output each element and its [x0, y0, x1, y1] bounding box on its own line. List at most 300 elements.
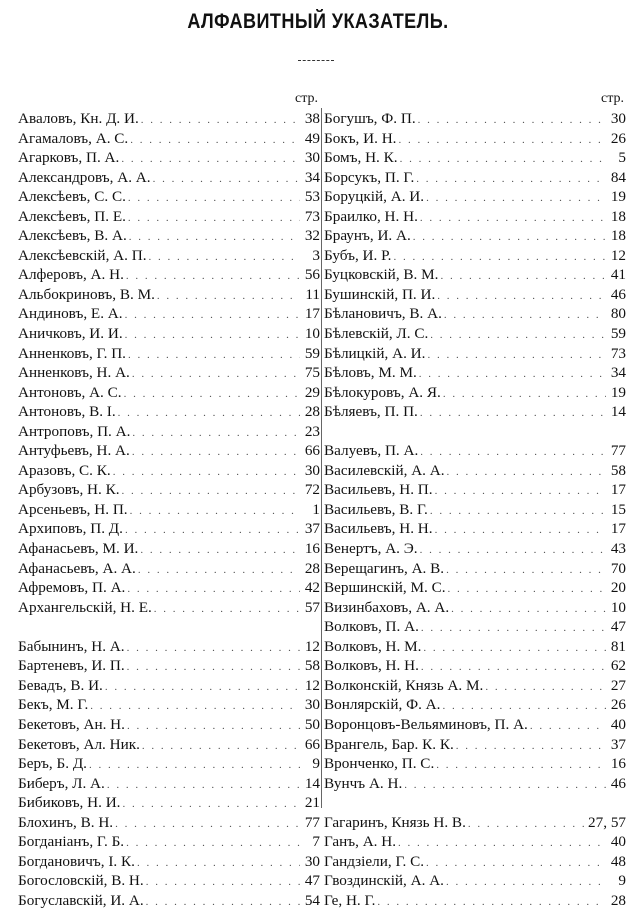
entry-page: 37 [304, 520, 320, 538]
dot-leader [129, 228, 300, 248]
entry-name: Бѣлановичъ, В. А. [324, 305, 442, 323]
dot-leader [443, 385, 606, 405]
entry-page: 73 [610, 344, 626, 362]
index-entry [18, 441, 320, 461]
dot-leader [132, 365, 300, 385]
index-entry [324, 774, 626, 794]
index-entry [324, 735, 626, 755]
entry-name: Александровъ, А. А. [18, 168, 151, 186]
entry-name: Ге, Н. Г. [324, 891, 376, 909]
dot-leader [125, 306, 300, 326]
index-entry [324, 402, 626, 422]
entry-page: 46 [610, 774, 626, 792]
index-entry [18, 871, 320, 891]
entry-page: 38 [304, 110, 320, 127]
dot-leader [430, 502, 606, 522]
dot-leader [530, 717, 606, 737]
index-entry [324, 304, 626, 324]
index-entry [18, 813, 320, 833]
dot-leader [420, 404, 606, 424]
entry-page: 80 [610, 305, 626, 323]
index-entry [324, 129, 626, 149]
entry-name: Бокъ, И. Н. [324, 129, 397, 147]
entry-name: Васильевъ, Н. П. [324, 481, 433, 499]
dot-leader [426, 189, 606, 209]
dot-leader [416, 170, 606, 190]
entry-name: Богословскій, В. Н. [18, 872, 144, 890]
entry-page: 70 [610, 559, 626, 577]
entry-page: 58 [610, 461, 626, 479]
index-list-left [18, 109, 320, 910]
index-entry [324, 383, 626, 403]
index-entry [18, 598, 320, 618]
entry-page: 30 [304, 852, 320, 870]
entry-page: 28 [610, 891, 626, 909]
entry-page: 53 [304, 188, 320, 206]
entry-page: 77 [610, 442, 626, 460]
index-entry [18, 324, 320, 344]
entry-page: 30 [304, 696, 320, 714]
index-entry [324, 500, 626, 520]
entry-page: 12 [610, 246, 626, 264]
index-entry [324, 578, 626, 598]
entry-name: Анненковъ, Н. А. [18, 364, 130, 382]
index-entry [324, 559, 626, 579]
entry-name: Андиновъ, Е. А. [18, 305, 123, 323]
dot-leader [122, 482, 300, 502]
entry-name: Венертъ, А. Э. [324, 540, 418, 558]
entry-page: 48 [610, 852, 626, 870]
dot-leader [413, 228, 606, 248]
entry-page: 1 [312, 500, 320, 518]
index-entry [18, 793, 320, 813]
dot-leader [398, 131, 606, 151]
entry-name: Бѣловъ, М. М. [324, 364, 417, 382]
entry-page: 77 [304, 813, 320, 831]
entry-name: Алферовъ, А. Н. [18, 266, 124, 284]
dot-leader [451, 600, 606, 620]
entry-name: Васильевъ, Н. Н. [324, 520, 433, 538]
entry-page: 10 [610, 598, 626, 616]
entry-name: Браилко, Н. Н. [324, 207, 418, 225]
dot-leader [128, 209, 300, 229]
entry-name: Бомъ, Н. К. [324, 149, 398, 167]
entry-page: 29 [304, 383, 320, 401]
page-column-header: стр. [600, 91, 624, 106]
index-entry [324, 207, 626, 227]
dot-leader [400, 150, 606, 170]
entry-page: 18 [610, 207, 626, 225]
dot-leader [420, 541, 606, 561]
index-entry [18, 735, 320, 755]
index-entry [324, 519, 626, 539]
index-entry [324, 187, 626, 207]
entry-name: Бибиковъ, Н. И. [18, 794, 121, 812]
index-entry [324, 598, 626, 618]
entry-page: 81 [610, 637, 626, 655]
index-entry [18, 832, 320, 852]
entry-name: Волконскій, Князь А. М. [324, 676, 484, 694]
entry-page: 27, 57 [588, 813, 626, 831]
entry-name: Антоновъ, А. С. [18, 383, 122, 401]
index-entry [324, 676, 626, 696]
entry-name: Гандзіели, Г. С. [324, 852, 425, 870]
entry-page: 27 [610, 676, 626, 694]
index-entry [324, 344, 626, 364]
entry-name: Богуславскій, И. А. [18, 891, 144, 909]
dot-leader [456, 737, 606, 757]
entry-name: Ганъ, А. Н. [324, 833, 397, 851]
index-entry [324, 168, 626, 188]
section-gap [324, 422, 626, 442]
dot-leader [446, 873, 606, 893]
entry-page: 62 [610, 657, 626, 675]
entry-page: 58 [304, 657, 320, 675]
dot-leader [448, 580, 607, 600]
index-entry [18, 344, 320, 364]
entry-page: 19 [610, 383, 626, 401]
entry-page: 66 [304, 442, 320, 460]
entry-name: Алексѣевъ, П. Е. [18, 207, 126, 225]
entry-page: 28 [304, 403, 320, 421]
index-entry [18, 422, 320, 442]
index-entry [18, 578, 320, 598]
entry-page: 17 [610, 520, 626, 538]
entry-page: 17 [304, 305, 320, 323]
entry-name: Бартеневъ, И. П. [18, 657, 125, 675]
entry-name: Аничковъ, И. И. [18, 325, 123, 343]
entry-page: 16 [610, 755, 626, 773]
dot-leader [128, 346, 300, 366]
index-entry [18, 852, 320, 872]
dot-leader [153, 170, 300, 190]
entry-page: 16 [304, 540, 320, 558]
dot-leader [430, 326, 606, 346]
column-divider [321, 108, 322, 808]
entry-name: Агарковъ, П. А. [18, 149, 120, 167]
dot-leader [421, 619, 606, 639]
index-entry [18, 363, 320, 383]
entry-page: 59 [304, 344, 320, 362]
entry-name: Боруцкій, А. И. [324, 188, 425, 206]
dot-leader [127, 639, 300, 659]
entry-page: 26 [610, 129, 626, 147]
title-divider [298, 60, 334, 61]
dot-leader [130, 131, 300, 151]
entry-page: 50 [304, 715, 320, 733]
entry-name: Врангель, Бар. К. К. [324, 735, 454, 753]
index-entry [324, 109, 626, 129]
entry-name: Волковъ, Н. М. [324, 637, 422, 655]
entry-name: Бѣлицкій, А. И. [324, 344, 426, 362]
index-entry [324, 715, 626, 735]
entry-name: Богушъ, Ф. П. [324, 110, 416, 127]
index-entry [18, 637, 320, 657]
dot-leader [485, 678, 606, 698]
entry-name: Антоновъ, В. І. [18, 403, 116, 421]
entry-page: 20 [610, 579, 626, 597]
dot-leader [444, 306, 606, 326]
dot-leader [149, 248, 301, 268]
index-entry [324, 265, 626, 285]
index-entry [324, 656, 626, 676]
dot-leader [127, 658, 300, 678]
index-entry [324, 871, 626, 891]
entry-name: Архиповъ, П. Д. [18, 520, 123, 538]
page-column-header: стр. [294, 91, 318, 106]
dot-leader [127, 717, 300, 737]
dot-leader [440, 267, 606, 287]
dot-leader [89, 756, 300, 776]
entry-page: 28 [304, 559, 320, 577]
index-entry [18, 500, 320, 520]
entry-page: 18 [610, 227, 626, 245]
index-entry [18, 148, 320, 168]
entry-name: Василевскій, А. А. [324, 461, 445, 479]
entry-page: 15 [610, 500, 626, 518]
entry-name: Волковъ, П. А. [324, 618, 419, 636]
dot-leader [436, 756, 606, 776]
entry-name: Воронцовъ-Вельяминовъ, П. А. [324, 715, 528, 733]
index-entry [18, 891, 320, 911]
entry-name: Визинбаховъ, А. А. [324, 598, 450, 616]
index-entry [18, 265, 320, 285]
entry-page: 32 [304, 227, 320, 245]
dot-leader [130, 502, 300, 522]
entry-name: Антуфьевъ, Н. А. [18, 442, 130, 460]
index-entry [18, 129, 320, 149]
entry-name: Архангельскій, Н. Е. [18, 598, 152, 616]
entry-name: Афанасьевъ, М. И. [18, 540, 139, 558]
dot-leader [132, 443, 300, 463]
index-entry [18, 676, 320, 696]
entry-name: Алексѣевъ, В. А. [18, 227, 127, 245]
dot-leader [418, 111, 606, 131]
dot-leader [435, 521, 606, 541]
entry-page: 40 [610, 715, 626, 733]
entry-name: Верещагинъ, А. В. [324, 559, 445, 577]
dot-leader [141, 111, 300, 131]
index-entry [18, 383, 320, 403]
entry-page: 30 [304, 149, 320, 167]
entry-name: Бѣлевскій, Л. С. [324, 325, 429, 343]
entry-name: Бѣлокуровъ, А. Я. [324, 383, 441, 401]
dot-leader [154, 600, 300, 620]
index-entry [324, 754, 626, 774]
dot-leader [398, 834, 606, 854]
index-entry [18, 187, 320, 207]
entry-name: Биберъ, Л. А. [18, 774, 105, 792]
entry-page: 17 [610, 481, 626, 499]
index-entry [324, 461, 626, 481]
index-column-right [324, 91, 626, 910]
index-entry [324, 285, 626, 305]
entry-page: 84 [610, 168, 626, 186]
entry-page: 54 [304, 891, 320, 909]
dot-leader [125, 521, 300, 541]
entry-page: 47 [610, 618, 626, 636]
entry-name: Бекетовъ, Ан. Н. [18, 715, 125, 733]
dot-leader [423, 639, 606, 659]
dot-leader [137, 854, 300, 874]
index-entry [18, 461, 320, 481]
dot-leader [115, 815, 300, 835]
entry-name: Аваловъ, Кн. Д. И. [18, 110, 139, 127]
entry-page: 12 [304, 676, 320, 694]
dot-leader [377, 893, 606, 912]
entry-name: Бѣляевъ, П. П. [324, 403, 418, 421]
entry-page: 21 [304, 794, 320, 812]
index-entry [18, 656, 320, 676]
entry-page: 41 [610, 266, 626, 284]
entry-page: 30 [610, 110, 626, 127]
index-entry [18, 109, 320, 129]
index-entry [18, 285, 320, 305]
entry-name: Арсеньевъ, Н. П. [18, 500, 128, 518]
entry-page: 7 [312, 833, 320, 851]
entry-page: 40 [610, 833, 626, 851]
entry-page: 23 [304, 422, 320, 440]
dot-leader [138, 561, 300, 581]
entry-page: 9 [312, 755, 320, 773]
entry-name: Буцковскій, В. М. [324, 266, 439, 284]
dot-leader [132, 424, 300, 444]
entry-page: 14 [304, 774, 320, 792]
entry-page: 49 [304, 129, 320, 147]
page-title: АЛФАВИТНЫЙ УКАЗАТЕЛЬ. [187, 10, 449, 33]
entry-name: Бушинскій, П. И. [324, 285, 436, 303]
index-entry [18, 539, 320, 559]
entry-name: Бевадъ, В. И. [18, 676, 103, 694]
entry-name: Гагаринъ, Князь Н. В. [324, 813, 466, 831]
index-entry [324, 891, 626, 911]
dot-leader [468, 815, 586, 835]
entry-name: Богдановичъ, І. К. [18, 852, 135, 870]
index-column-left [18, 91, 320, 910]
index-entry [324, 832, 626, 852]
section-gap [324, 793, 626, 813]
entry-name: Вунчъ А. Н. [324, 774, 403, 792]
entry-name: Бубъ, И. Р. [324, 246, 392, 264]
index-entry [18, 168, 320, 188]
index-entry [18, 695, 320, 715]
index-entry [18, 480, 320, 500]
entry-page: 14 [610, 403, 626, 421]
dot-leader [128, 189, 300, 209]
index-entry [18, 559, 320, 579]
entry-page: 47 [304, 872, 320, 890]
dot-leader [420, 443, 606, 463]
dot-leader [404, 776, 606, 796]
entry-name: Алексѣевскій, А. П. [18, 246, 147, 264]
entry-page: 66 [304, 735, 320, 753]
entry-page: 72 [304, 481, 320, 499]
index-entry [324, 695, 626, 715]
dot-leader [446, 561, 606, 581]
entry-page: 37 [610, 735, 626, 753]
entry-name: Гвоздинскій, А. А. [324, 872, 444, 890]
index-entry [324, 813, 626, 833]
entry-page: 5 [618, 149, 626, 167]
entry-page: 75 [304, 364, 320, 382]
entry-name: Аразовъ, С. К. [18, 461, 111, 479]
dot-leader [124, 385, 300, 405]
index-entry [324, 617, 626, 637]
entry-name: Богданіанъ, Г. Б. [18, 833, 125, 851]
dot-leader [146, 873, 300, 893]
dot-leader [142, 737, 300, 757]
dot-leader [447, 463, 606, 483]
index-entry [324, 148, 626, 168]
index-entry [18, 774, 320, 794]
index-entry [324, 637, 626, 657]
index-entry [18, 402, 320, 422]
dot-leader [420, 209, 606, 229]
index-entry [18, 207, 320, 227]
entry-name: Арбузовъ, Н. К. [18, 481, 120, 499]
entry-page: 10 [304, 325, 320, 343]
entry-name: Афремовъ, П. А. [18, 579, 126, 597]
entry-name: Антроповъ, П. А. [18, 422, 131, 440]
entry-name: Васильевъ, В. Г. [324, 500, 428, 518]
entry-name: Вонлярскій, Ф. А. [324, 696, 441, 714]
entry-name: Алексѣевъ, С. С. [18, 188, 126, 206]
dot-leader [107, 776, 300, 796]
index-entry [324, 226, 626, 246]
dot-leader [419, 365, 606, 385]
dot-leader [105, 678, 300, 698]
index-entry [324, 324, 626, 344]
index-entry [18, 715, 320, 735]
entry-page: 42 [304, 579, 320, 597]
entry-page: 43 [610, 540, 626, 558]
index-entry [324, 246, 626, 266]
entry-name: Бекетовъ, Ал. Ник. [18, 735, 140, 753]
index-entry [18, 226, 320, 246]
entry-page: 19 [610, 188, 626, 206]
entry-page: 46 [610, 285, 626, 303]
entry-name: Браунъ, И. А. [324, 227, 411, 245]
entry-page: 57 [304, 598, 320, 616]
entry-page: 26 [610, 696, 626, 714]
index-entry [18, 304, 320, 324]
entry-page: 30 [304, 461, 320, 479]
index-entry [18, 246, 320, 266]
index-list-right [324, 109, 626, 910]
entry-name: Бабынинъ, Н. А. [18, 637, 125, 655]
dot-leader [118, 404, 300, 424]
entry-page: 11 [305, 285, 320, 303]
index-entry [324, 480, 626, 500]
index-entry [324, 363, 626, 383]
entry-name: Борсукъ, П. Г. [324, 168, 415, 186]
entry-name: Валуевъ, П. А. [324, 442, 419, 460]
entry-page: 73 [304, 207, 320, 225]
entry-page: 59 [610, 325, 626, 343]
entry-page: 3 [312, 246, 320, 264]
index-entry [324, 539, 626, 559]
dot-leader [126, 834, 300, 854]
entry-name: Афанасьевъ, А. А. [18, 559, 136, 577]
entry-page: 12 [304, 637, 320, 655]
entry-name: Агамаловъ, А. С. [18, 129, 129, 147]
entry-name: Беръ, Б. Д. [18, 755, 87, 773]
dot-leader [146, 893, 300, 912]
entry-name: Бекъ, М. Г. [18, 696, 89, 714]
dot-leader [437, 287, 606, 307]
index-entry [18, 519, 320, 539]
entry-name: Альбокриновъ, В. М. [18, 285, 155, 303]
